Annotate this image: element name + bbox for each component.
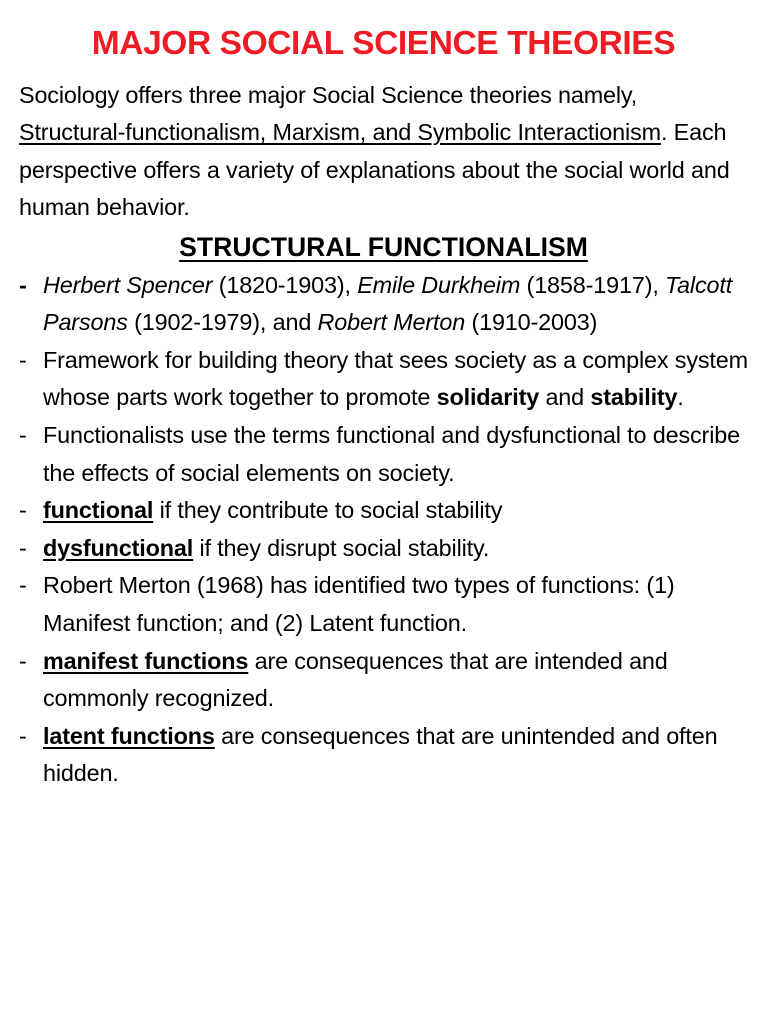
bold-term: solidarity xyxy=(436,384,540,411)
key-term: manifest functions xyxy=(43,647,249,674)
list-item-terms xyxy=(19,417,748,492)
list-item-text: Functionalists use the terms functional and dysfunctional to describe the effects of social elements on society. xyxy=(43,422,740,486)
page-title: MAJOR SOCIAL SCIENCE THEORIES xyxy=(91,25,676,62)
bullet-dash: - xyxy=(19,497,27,524)
list-item-theorists xyxy=(19,267,748,342)
list-item-functional xyxy=(19,492,748,530)
theorist-years: (1902-1979), and xyxy=(127,309,318,336)
list-item-dysfunctional xyxy=(19,530,748,568)
bullet-dash: - xyxy=(19,722,27,749)
theorist-years: (1858-1917), xyxy=(520,271,666,298)
theorist-name: Robert Merton xyxy=(317,309,466,336)
list-item-text: . xyxy=(677,384,684,411)
list-item-manifest xyxy=(19,643,748,718)
list-item-text: are consequences that are intended and commonly recognized. xyxy=(43,647,668,712)
theorist-name: Herbert Spencer xyxy=(43,271,213,298)
list-item-text: and xyxy=(539,384,591,411)
bullet-dash: - xyxy=(19,647,27,674)
bullet-dash: - xyxy=(19,422,27,448)
theorist-years: (1820-1903), xyxy=(212,271,358,298)
list-item-text: if they disrupt social stability. xyxy=(193,534,490,561)
theorist-years: (1910-2003) xyxy=(465,309,598,336)
bullet-dash: - xyxy=(19,346,27,373)
intro-paragraph xyxy=(19,77,748,227)
bullet-dash: - xyxy=(19,271,27,298)
intro-text-end: . Each perspective offers a variety of explanations about the social world and human behavior. xyxy=(19,119,730,221)
key-term: functional xyxy=(43,497,154,524)
list-item-text: Framework for building theory that sees society as a complex system whose parts work together to promote xyxy=(43,346,748,411)
theorist-name: Emile Durkheim xyxy=(357,271,521,298)
list-item-text: Robert Merton (1968) has identified two types of functions: (1) Manifest function; and (2) Latent function. xyxy=(43,572,675,636)
key-term: dysfunctional xyxy=(43,534,194,561)
bullet-dash: - xyxy=(19,572,27,599)
list-item-framework xyxy=(19,342,748,417)
list-item-merton xyxy=(19,567,748,642)
bullet-dash: - xyxy=(19,534,27,561)
key-term: latent functions xyxy=(43,722,215,749)
bullet-list xyxy=(19,267,748,793)
section-heading: STRUCTURAL FUNCTIONALISM xyxy=(179,231,588,262)
intro-text-start: Sociology offers three major Social Science theories namely, xyxy=(19,82,638,108)
list-item-latent xyxy=(19,718,748,793)
intro-theories-underlined: Structural-functionalism, Marxism, and Symbolic Interactionism xyxy=(19,119,661,146)
theorist-name: Talcott Parsons xyxy=(43,271,733,336)
list-item-text: if they contribute to social stability xyxy=(153,497,503,524)
list-item-text: are consequences that are unintended and often hidden. xyxy=(43,722,718,787)
bold-term: stability xyxy=(590,384,678,411)
